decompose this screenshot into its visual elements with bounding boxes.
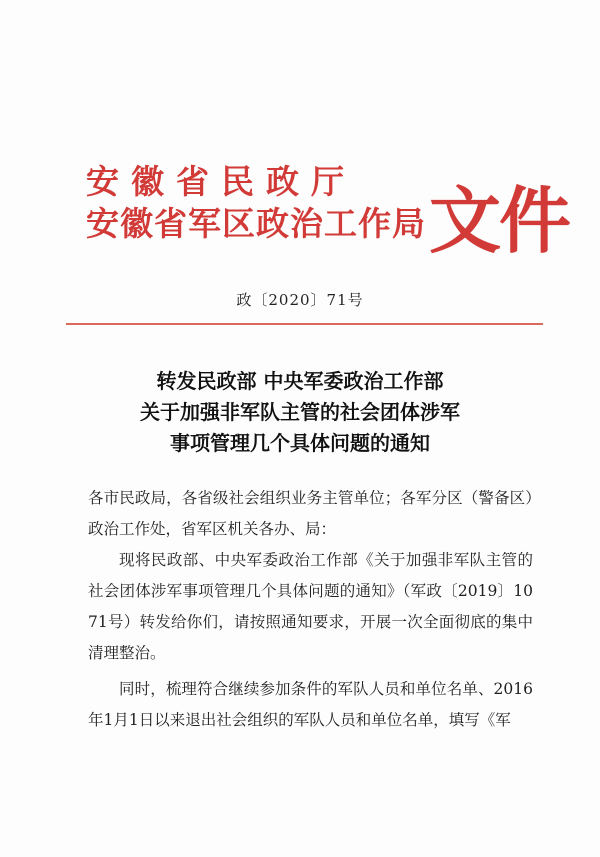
addressee-paragraph: 各市民政局，各省级社会组织业务主管单位；各军分区（警备区）政治工作处，省军区机关各办、局： [88, 489, 533, 538]
red-divider-line [66, 323, 543, 325]
document-body [88, 483, 533, 736]
title-line-2: 关于加强非军队主管的社会团体涉军 [140, 400, 460, 424]
document-title [0, 366, 600, 459]
issuer-line-2: 安徽省军区政治工作局 [86, 204, 426, 243]
title-line-3: 事项管理几个具体问题的通知 [170, 431, 430, 455]
title-line-1: 转发民政部 中央军委政治工作部 [156, 369, 444, 393]
body-paragraph-1: 现将民政部、中央军委政治工作部《关于加强非军队主管的社会团体涉军事项管理几个具体问题的通知》（军政〔2019〕1071号）转发给你们，请按照通知要求，开展一次全面彻底的集中清理整治。 [88, 551, 533, 662]
body-paragraph-2: 同时，梳理符合继续参加条件的军队人员和单位名单、2016年1月1日以来退出社会组织的军队人员和单位名单，填写《军 [88, 680, 533, 729]
document-type-label: 文件 [429, 178, 570, 263]
document-header [86, 156, 570, 263]
document-number: 政〔2020〕71号 [236, 291, 364, 309]
issuer-line-1: 安徽省民政厅 [86, 162, 356, 201]
